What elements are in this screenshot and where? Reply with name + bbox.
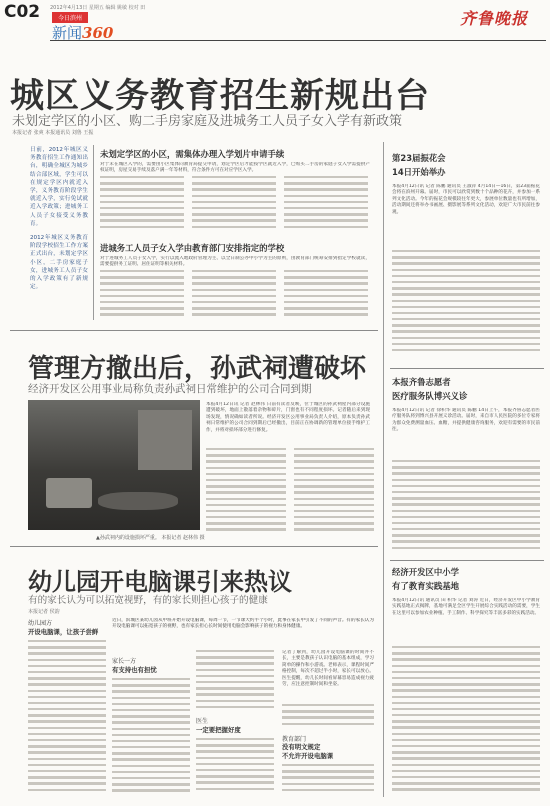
story2-subtitle: 经济开发区公用事业局称负责孙武祠日常维护的公司合同到期 [28,383,312,395]
sidebar-mid-subtitle: 医疗服务队博兴义诊 [392,391,468,401]
story3-intro: 近日，滨城区某幼儿园从中班开始开设电脑课，每周一节，一节课大约半个小时，此事在家长中引发了不同的声音。有的家长认为开设电脑课可以拓宽孩子的视野，也有家长担心长时间使用电脑会影响孩子的视力和身体健康。 [112,618,374,630]
lead-section2-heading: 进城务工人员子女入学由教育部门安排指定的学校 [100,243,285,253]
lead-section1-heading: 未划定学区的小区，需集体办理入学划片申请手续 [100,149,285,159]
story3-col4-heading: 教育部门 [282,736,307,743]
sidebar-top-body: 本报4月12日讯 记者 陈鹏 通讯员 王淑萍 4月14日—16日，第23届振花会将在滨州开幕。届时，市民可以欣赏到数十个品种的花卉，并参加一系列文化活动。今年的振花会规模较往年更大，参展单位数量也有所增加，活动期间还将举办书画展、摄影展等系列文化活动，欢迎广大市民前往参观。 [392,184,540,215]
brand-logo: 齐鲁晚报 [459,9,528,28]
sidebar-mid-body: 本报4月12日讯 记者 徐积华 通讯员 陈鹏 14日上午，本报齐鲁志愿者医疗服务队将到博兴县开展义诊活动。届时，来自市人民医院的多位专家将为群众免费测量血压、血糖，并提供健康咨询服务，欢迎有需要的市民前往。 [392,408,540,433]
story3-headline: 幼儿园开电脑课引来热议 [28,567,292,596]
sidebar-bot-subtitle: 有了教育实践基地 [392,581,459,591]
story3-col3-text-b [196,738,274,796]
date-line: 2012年4月13日 星期五 编辑 姚敏 校对 田 [50,5,146,11]
lead-summary-2: 2012年城区义务教育阶段学校招生工作方案正式出台，未划定学区小区，二手房家庭子女，进城务工人员子女的入学政策有了新规定。 [30,235,88,291]
sidebar-bot-title: 经济开发区中小学 [392,567,459,577]
lead-section2-columns [100,270,376,322]
sidebar-bot-text [392,646,540,796]
story3-body: 记者了解到，幼儿园开设电脑课的时间并不长，主要是教孩子认识电脑的基本组成，学习简单的操作和小游戏。老师表示，课程时间严格控制，每次不超过半小时，家长可以放心。医生提醒，幼儿长时间看屏幕容易造成视力疲劳，应注意控制时间和坐姿。 [282,650,374,688]
sidebar-mid-title: 本报齐鲁志愿者 [392,377,451,387]
story3-col2-heading: 家长一方 [112,658,137,665]
sidebar-top-title: 第23届振花会 [392,153,446,163]
sidebar-top-text [392,250,540,360]
story3-col4-subheading: 没有明文规定 不允许开设电脑课 [282,743,334,760]
story3-byline: 本报记者 侯韵 [28,609,60,615]
story3-col3-text-a [196,650,274,712]
story3-col1-subheading: 开设电脑课，让孩子尝鲜 [28,628,99,636]
lead-byline: 本报记者 张爽 本报通讯员 刘鲁 王振 [12,130,94,136]
story3-col1-heading: 幼儿园方 [28,620,53,627]
story3-col4-text-b [282,764,374,796]
page-code: C02 [4,2,41,22]
story2-body: 本报4月12日讯 记者 赵林伟 日前有读者反映，位于城区的孙武祠屋内部分设施遭到破坏，地面上散落着杂物和碎片，门窗也有不同程度损坏。记者随后来到现场发现，情况确如读者所说。经济开发区公用事业局负责人介绍，原本负责孙武祠日常维护的公司合同到期后已经撤出，目前正在协调新的管理单位接手维护工作，并将对损坏部分进行修复。 [206,402,370,433]
lead-summary-1: 日前，2012年城区义务教育招生工作通知出台，明确全城区为城乡结合部区域，学生可以在规定学区内就近入学，义务教育阶段学生就近入学，实行免试就近入学政策；进城务工人员子女接受义务教育。 [30,147,88,227]
story3-col3-subheading: 一定要把握好度 [196,726,241,734]
story3-col2-subheading: 有支持也有担忧 [112,666,157,674]
story2-caption: ▲孙武祠内的设施损坏严重。 本报记者 赵林伟 摄 [96,535,205,541]
lead-section1-body: 对于未在城区入学的，需要由小区集体向教育局提交申请，划定学区后才能按学区就近入学，已购买二手房的家庭子女入学需提供产权证明，房屋交易手续及落户满一年等材料，符合条件方可在对应学区入学。 [100,162,370,174]
lead-headline: 城区义务教育招生新规出台 [10,76,430,116]
story3-col1-text [28,640,106,795]
lead-section1-columns [100,176,376,234]
lead-section2-body: 对于进城务工人员子女入学，实行以流入地政府管理为主、以全日制公办中小学为主的原则，由教育部门统筹安排到指定学校就读，需要提供务工证明、居住证明等相关材料。 [100,256,370,268]
story3-col4-text-a [282,704,374,730]
sidebar-mid-text [392,460,540,552]
story2-headline: 管理方撤出后，孙武祠遭破坏 [28,354,367,384]
photo-debris [98,492,178,510]
story2-columns [206,448,376,538]
sidebar-top-subtitle: 14日开始举办 [392,167,446,177]
photo-stool [46,478,92,508]
story3-col3-heading: 医生 [196,718,209,725]
story3-col2-text [112,678,190,796]
story2-photo [28,400,200,530]
section-tag: 今日滨州 [52,12,88,23]
section-number: 360 [82,24,114,42]
lead-subtitle: 未划定学区的小区、购二手房家庭及进城务工人员子女入学有新政策 [12,114,403,129]
photo-wall [138,410,192,470]
section-name: 新闻 [52,24,83,42]
sidebar-bot-body: 本报4月12日讯 通讯员 田 积华 记者 刘涛 近日，经济开发区中小学教育实践基地正式揭牌，基地可满足全区学生开展综合实践活动的需要，学生在这里可以参加农业种植、手工制作、科学探究等丰富多彩的实践活动。 [392,598,540,616]
masthead [0,0,550,42]
story3-subtitle: 有的家长认为可以拓宽视野，有的家长则担心孩子的健康 [28,595,268,606]
